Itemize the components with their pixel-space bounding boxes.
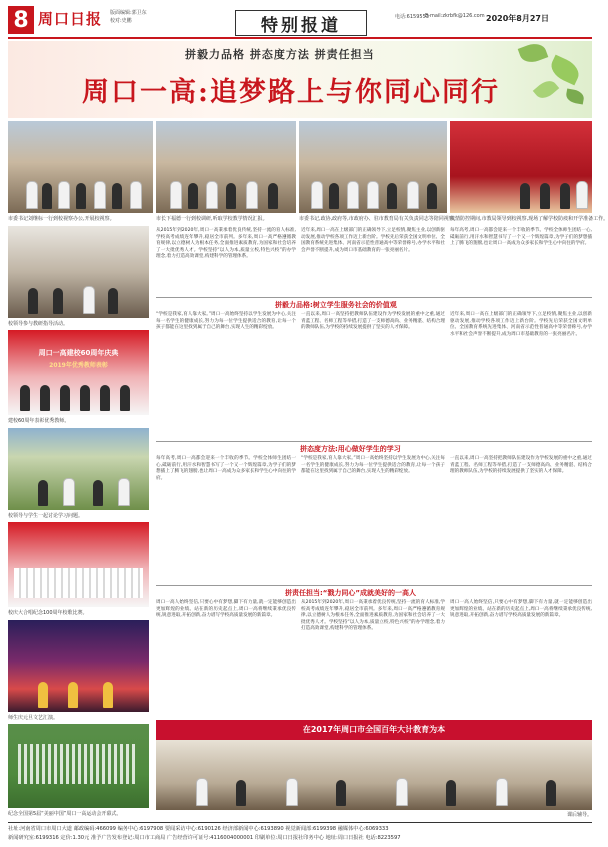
caption: 市委书记刘继标一行到校视察办公,开展校视察。	[8, 216, 115, 222]
caption: 疫情防控期间,市教局领导到校视察,现场了解学校防疫和开学准备工作。	[450, 216, 608, 222]
photo-epidemic-check	[450, 121, 592, 213]
formation-pattern	[18, 744, 138, 784]
section-rule	[156, 441, 592, 442]
caption: 建校60周年表彰优秀教师。	[8, 418, 70, 424]
section-heading-2: 拼态度方法:用心做好学生的学习	[300, 445, 401, 453]
issue-date: 2020年8月27日	[486, 14, 549, 23]
headline-title: 周口一高:追梦路上与你同心同行	[82, 77, 500, 108]
s3-col-2: 从2015年到2020年,周口一高秉承着优良传统,坚持一流的育人标准,学校高考成绩连年攀升,稳居全市前列。多年来,周口一高严格遵循教育规律,以立德树人为根本任务,全面推进素质教育,为国家和社会培养了一大批优秀人才。学校坚持“以人为本,质量立校,特色兴校”的办学理念,着力打造高效课堂,构建科学的管理体系。	[301, 600, 445, 631]
intro-col-3: 每年高考,周口一高都会迎来一个丰收的季节。学校全体师生团结一心,砥砺前行,用汗水和智慧书写了一个又一个辉煌篇章,为学子们的梦想插上了腾飞的翅膀,也让周口一高成为众多家长和学生心中向往的学府。	[450, 228, 592, 246]
section-heading-3: 拼责任担当:“戮力同心”成就美好的一高人	[285, 589, 416, 597]
footer-line-2: 新闻研究室:6199316 定价:1.30元 准予广告发布登记:周口市工商局 广告经营许可证号:4116004000001 印刷单位:周口日报社印务中心 地址:周口日报社 电话:8223597	[8, 835, 401, 841]
s1-col-1: “学校是我家,育人靠大家。”周口一高始终坚持以学生发展为中心,关注每一名学生的健康成长,努力为每一位学生提供适合的教育,让每一个孩子都能在这里找到属于自己的舞台,实现人生的精彩绽放。	[156, 312, 296, 330]
photo-student-discussion	[8, 428, 149, 510]
caption: 校庆大合唱纪念100周年校歌比赛。	[8, 610, 88, 616]
section-title: 特别报道	[235, 10, 367, 36]
paper-logo: 周口日报	[38, 10, 103, 28]
footer-rule	[8, 822, 592, 823]
photo-sports-meet	[8, 724, 149, 808]
s1-col-2: 一直以来,周口一高坚持把教师队伍建设作为学校发展的重中之重,通过青蓝工程、名师工程等举措,打造了一支师德高尚、业务精湛、结构合理的教师队伍,为学校的持续发展提供了坚实的人才保障。	[301, 312, 445, 330]
photo-chorus	[8, 522, 149, 607]
s3-col-1: 周口一高人始终坚信,只要心中有梦想,脚下有力量,就一定能够创造出更加辉煌的业绩。站在新的历史起点上,周口一高将继续秉承优良传统,锐意进取,开拓创新,奋力谱写学校高质量发展的新篇章。	[156, 600, 296, 618]
caption: 课后辅导。	[566, 812, 592, 818]
s2-col-2: “学校是我家,育人靠大家。”周口一高始终坚持以学生发展为中心,关注每一名学生的健康成长,努力为每一位学生提供适合的教育,让每一个孩子都能在这里找到属于自己的舞台,实现人生的精彩绽放。	[301, 456, 445, 474]
section-heading-1: 拼毅力品格:树立学生服务社会的价值观	[275, 301, 397, 309]
photo-officials-visit	[299, 121, 447, 213]
photo-teaching-research	[8, 226, 149, 318]
caption: 市长下福德一行到校调研,听取学校教学情况汇报。	[156, 216, 268, 222]
email-line: E-mail:zkrbfk@126.com	[425, 13, 485, 19]
phone-line: 电话:6159553	[395, 14, 429, 20]
photo-new-year-show	[8, 620, 149, 712]
s2-col-1: 每年高考,周口一高都会迎来一个丰收的季节。学校全体师生团结一心,砥砺前行,用汗水和智慧书写了一个又一个辉煌篇章,为学子们的梦想插上了腾飞的翅膀,也让周口一高成为众多家长和学生心中向往的学府。	[156, 456, 296, 481]
section-rule	[156, 297, 592, 298]
photo-leaders-visit	[8, 121, 153, 213]
caption: 校领导参与教研指导活动。	[8, 321, 69, 327]
s1-col-3: 近年来,周口一高在上级部门的正确领导下,立足校情,聚焦主业,以创新驱动发展,推动学校各项工作迈上新台阶。学校先后荣获全国文明单位、全国教育系统先进集体、河南省示范性普通高中等荣誉称号,办学水平和社会声誉不断提升,成为周口市基础教育的一张亮丽名片。	[450, 312, 592, 337]
footer-line-1: 社址:河南省周口市周口大道 邮政编码:466099 编务中心:6197908 要闻采访中心:6190126 经济部新闻中心:6193890 视觉新闻部:6199398 融媒体中心:6069333	[8, 826, 389, 832]
stage-year: 2019年优秀教师表彰	[49, 362, 108, 369]
masthead-rule	[8, 37, 592, 39]
page-number: 8	[8, 6, 34, 34]
headline-subhead: 拼毅力品格 拼态度方法 拼责任担当	[185, 48, 375, 61]
intro-col-1: 从2015年到2020年,周口一高秉承着优良传统,坚持一流的育人标准,学校高考成绩连年攀升,稳居全市前列。多年来,周口一高严格遵循教育规律,以立德树人为根本任务,全面推进素质教育,为国家和社会培养了一大批优秀人才。学校坚持“以人为本,质量立校,特色兴校”的办学理念,着力打造高效课堂,构建科学的管理体系。	[156, 228, 296, 259]
photo-mayor-visit	[156, 121, 296, 213]
section-rule	[156, 585, 592, 586]
intro-col-2: 近年来,周口一高在上级部门的正确领导下,立足校情,聚焦主业,以创新驱动发展,推动学校各项工作迈上新台阶。学校先后荣获全国文明单位、全国教育系统先进集体、河南省示范性普通高中等荣誉称号,办学水平和社会声誉不断提升,成为周口市基础教育的一张亮丽名片。	[301, 228, 445, 253]
photo-after-class-tutoring	[156, 720, 592, 810]
editor-line: 版面编辑:郭卫东	[110, 10, 147, 16]
caption: 市委书记,政协,政府等,市政府办、驻市教育局有关负责同志等陪同视察。	[299, 216, 459, 222]
caption: 校领导与学生一起讨论学习问题。	[8, 513, 84, 519]
chorus-rows	[14, 568, 143, 598]
photo-teacher-awards	[8, 330, 149, 415]
s2-col-3: 一直以来,周口一高坚持把教师队伍建设作为学校发展的重中之重,通过青蓝工程、名师工程等举措,打造了一支师德高尚、业务精湛、结构合理的教师队伍,为学校的持续发展提供了坚实的人才保障。	[450, 456, 592, 474]
stage-banner: 周口一高建校60周年庆典	[38, 349, 119, 357]
classroom-banner: 在2017年周口市全国百年大计教育为本	[302, 725, 446, 734]
caption: 纪念全国第5届“美丽中国”周口一高运动会开幕式。	[8, 811, 122, 817]
caption: 师生庆元旦文艺汇演。	[8, 715, 59, 721]
proof-line: 校对:史鹏	[110, 18, 132, 24]
s3-col-3: 周口一高人始终坚信,只要心中有梦想,脚下有力量,就一定能够创造出更加辉煌的业绩。站在新的历史起点上,周口一高将继续秉承优良传统,锐意进取,开拓创新,奋力谱写学校高质量发展的新篇章。	[450, 600, 592, 618]
